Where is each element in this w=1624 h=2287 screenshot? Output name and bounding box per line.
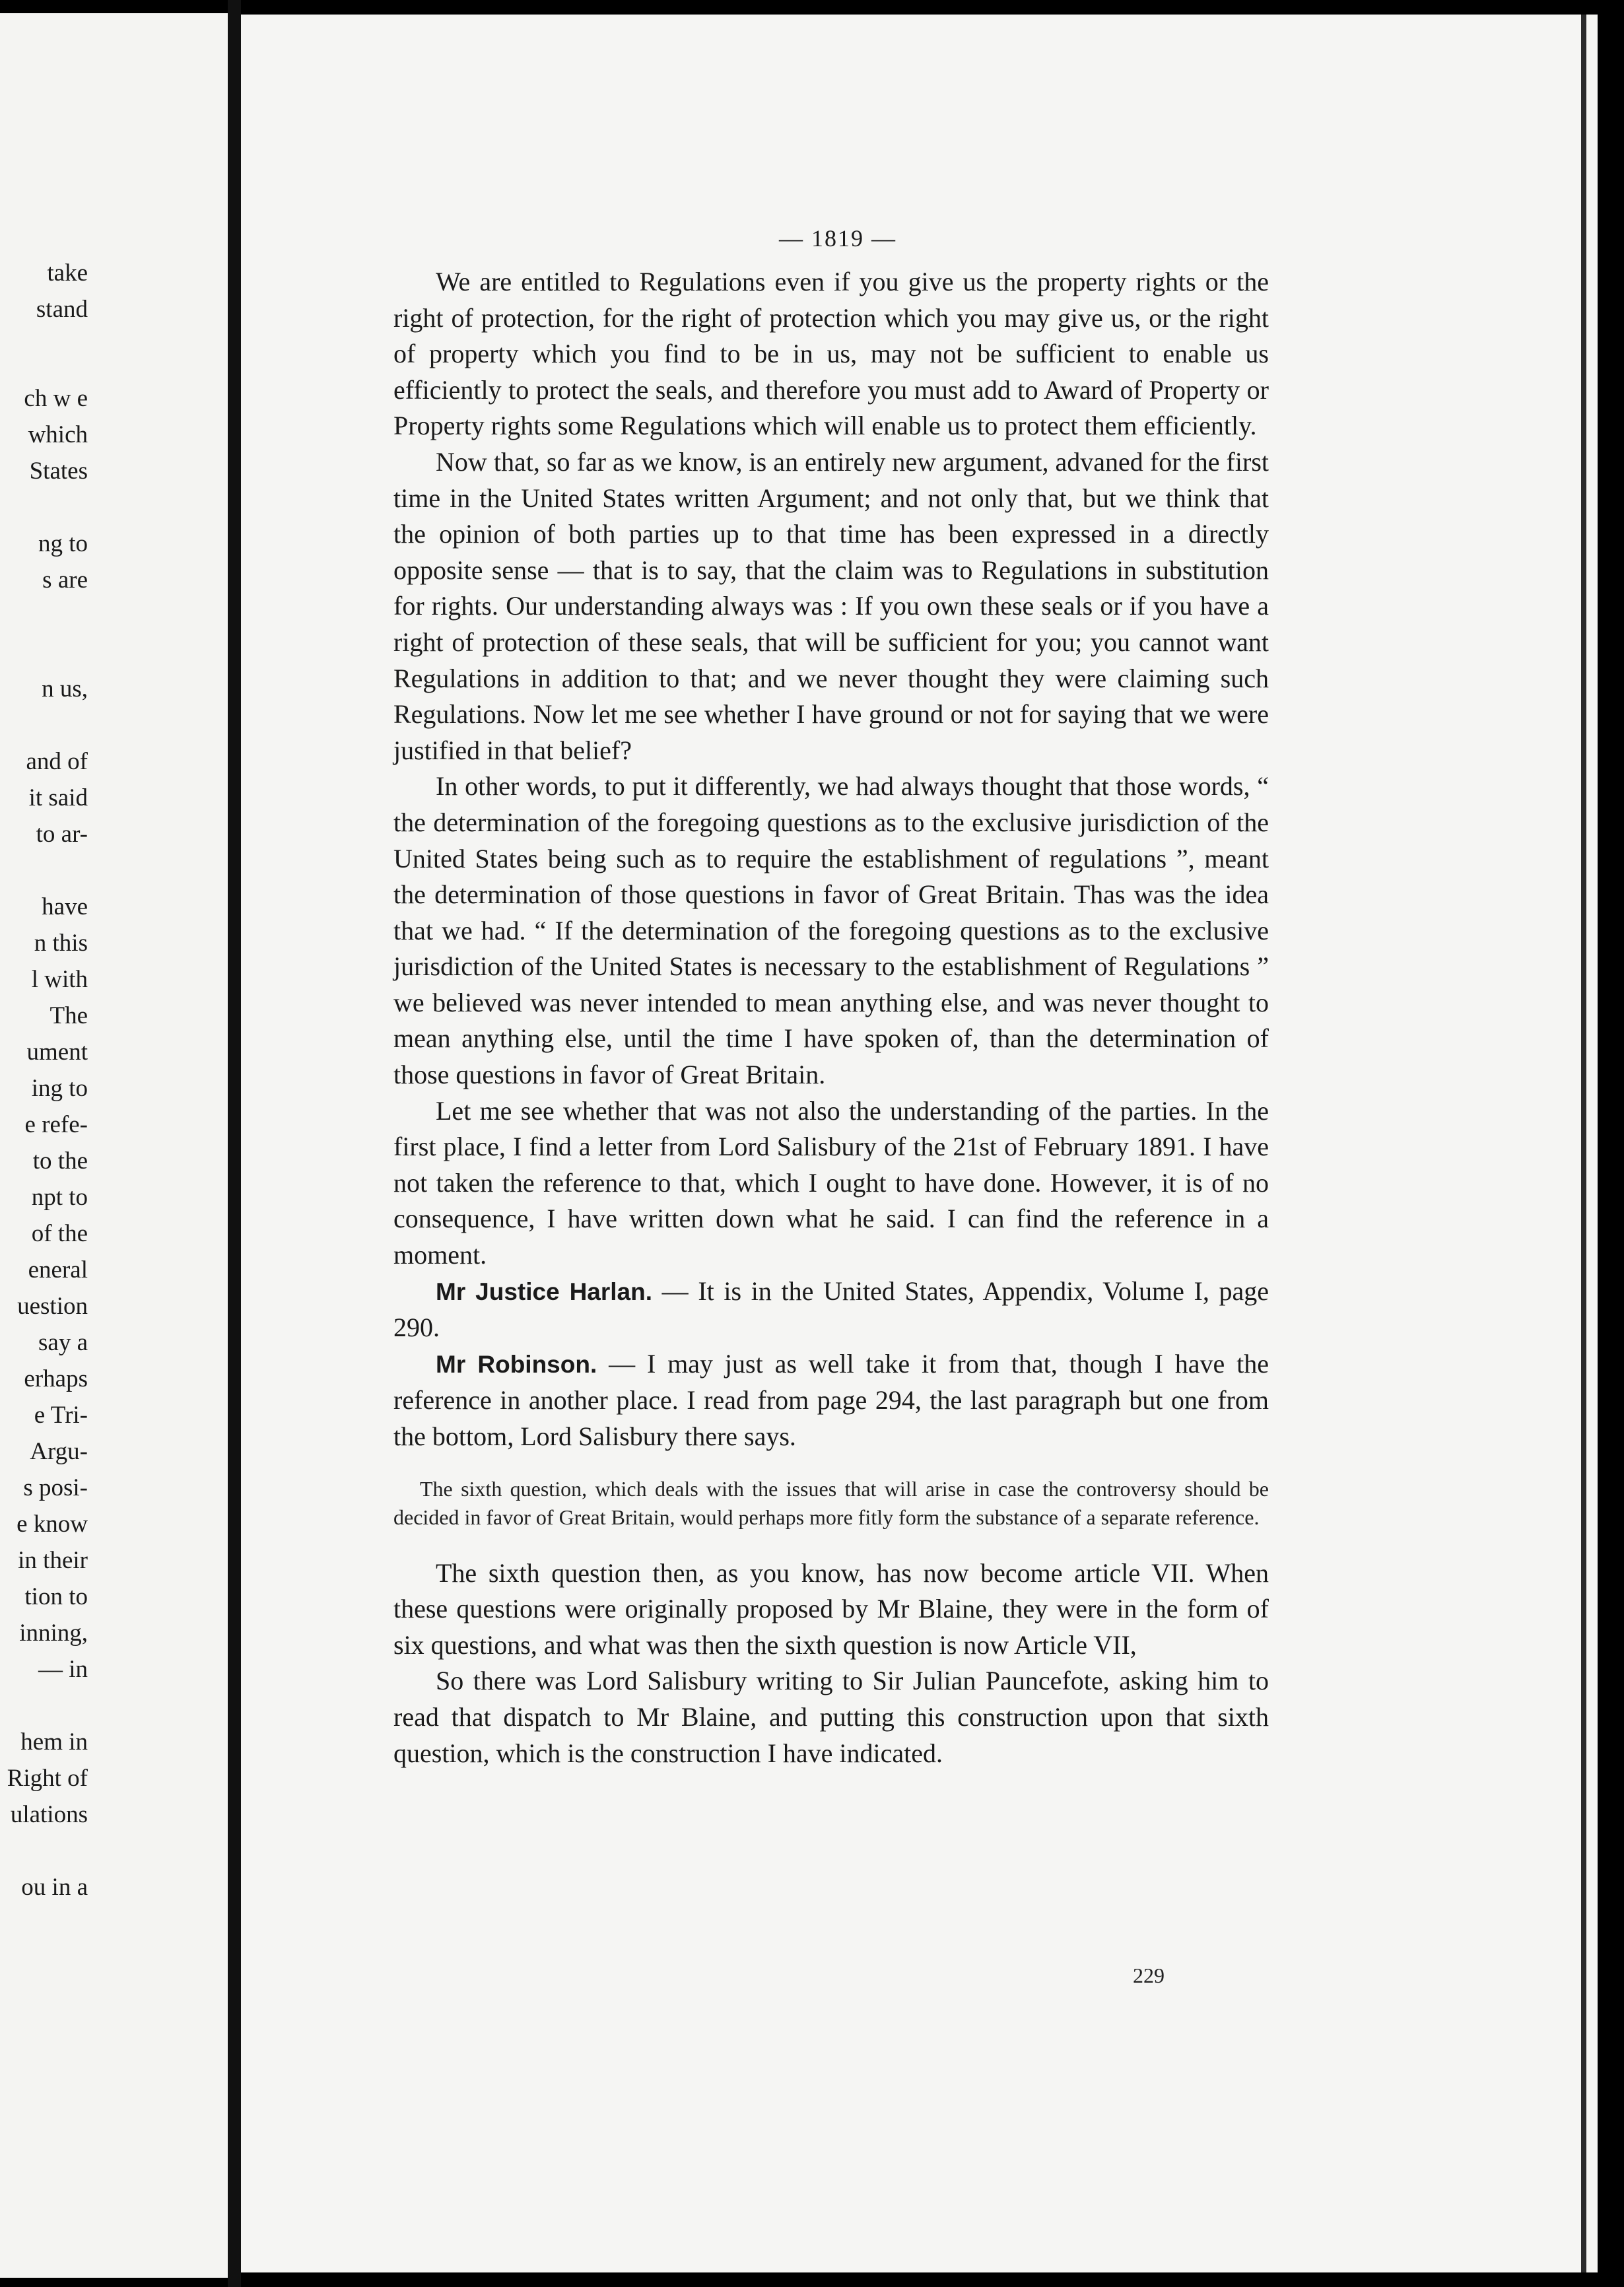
left-line: s posi- <box>23 1474 88 1501</box>
book-gutter <box>228 0 241 2287</box>
left-line: ch w e <box>24 385 88 412</box>
paragraph: Let me see whether that was not also the understanding of the parties. In the first place, I find a letter from Lord Salisbury of the 21st of February 1891. I have not taken the reference to that, which I ought to have done. However, it is of no consequence, I have written down what he said. I can find the reference in a moment. <box>393 1095 1269 1270</box>
left-line: hem in <box>20 1728 88 1756</box>
left-line: ument <box>26 1039 88 1066</box>
left-line: erhaps <box>24 1365 88 1392</box>
left-line: l with <box>31 966 88 993</box>
paragraph: In other words, to put it differently, we had always thought that those words, “ the determination of the foregoing questions as to the exclusive jurisdiction of the United States being such as to require the establishment of regulations ”, meant the determination of those questions in favor of Great Britain. Thas was the idea that we had. “ If the determination of the foregoing questions as to the exclusive jurisdiction of the United States is necessary to the establishment of Regulations ” we believed was never intended to mean anything else, and was never thought to mean anything else, until the time I have spoken of, than the determination of those questions in favor of Great Britain. <box>393 771 1269 1090</box>
left-line: and of <box>26 748 88 775</box>
left-line: of the <box>31 1220 88 1247</box>
left-line: which <box>28 421 88 448</box>
block-quote: The sixth question, which deals with the issues that will arise in case the controversy should be decided in favor of Great Britain, would perhaps more fitly form the substance of a separate reference. <box>393 1476 1269 1529</box>
left-line: take <box>47 259 88 287</box>
paragraph: The sixth question then, as you know, has now become article VII. When these questions were originally proposed by Mr Blaine, they were in the form of six questions, and what was then the sixth question is now Article VII, <box>393 1557 1269 1660</box>
left-line: it said <box>28 784 88 811</box>
left-line: in their <box>18 1547 88 1574</box>
speaker-name: Mr Robinson. <box>436 1350 597 1378</box>
left-line: have <box>42 893 88 920</box>
left-line: s are <box>42 566 88 594</box>
left-line: to ar- <box>36 821 88 848</box>
scan-border <box>1598 0 1624 2287</box>
page-number: 229 <box>1133 1963 1165 1987</box>
left-line: tion to <box>24 1583 88 1610</box>
left-line: Argu- <box>30 1438 88 1465</box>
left-line: to the <box>32 1147 88 1175</box>
left-line: Right of <box>7 1765 88 1792</box>
page-edge <box>1581 15 1586 2272</box>
speaker-name: Mr Justice Harlan. <box>436 1278 653 1305</box>
left-line: uestion <box>17 1293 88 1320</box>
left-line: ing to <box>31 1075 88 1102</box>
left-line: e Tri- <box>34 1402 88 1429</box>
left-line: ng to <box>38 530 88 557</box>
left-line: — in <box>38 1656 88 1683</box>
remark-text: — It is in the United States, Appendix, Volume I, page 290. <box>393 1276 1269 1343</box>
paragraph: Now that, so far as we know, is an entirely new argument, advaned for the first time in the United States written Argument; and not only that, but we think that the opinion of both parties up to that time has been expressed in a directly opposite sense — that is to say, that the claim was to Regulations in substitution for rights. Our understanding always was : If you own these seals or if you have a right of protection of these seals, that will be sufficient for you; you cannot want Regulations in addition to that; and we never thought they were claiming such Regulations. Now let me see whether I have ground or not for saying that we were justified in that belief? <box>393 446 1269 765</box>
left-line: n us, <box>42 675 88 702</box>
left-line: eneral <box>28 1256 88 1283</box>
left-line: ou in a <box>21 1874 88 1901</box>
robinson-remark <box>393 1346 1269 1455</box>
left-line: stand <box>36 296 88 323</box>
left-line: say a <box>38 1329 88 1356</box>
paragraph: We are entitled to Regulations even if you give us the property rights or the right of protection, for the right of protection which you may give us, or the right of property which you find to be in us, may not be sufficient to enable us efficiently to protect the seals, and therefore you must add to Award of Property or Property rights some Regulations which will enable us to protect them efficiently. <box>393 267 1269 441</box>
paragraph: So there was Lord Salisbury writing to Sir Julian Pauncefote, asking him to read that dispatch to Mr Blaine, and putting this construction upon that sixth question, which is the construction I have indicated. <box>393 1666 1269 1768</box>
left-line: e know <box>17 1511 88 1538</box>
harlan-remark <box>393 1274 1269 1346</box>
left-line: inning, <box>19 1620 88 1647</box>
page-body <box>393 264 1269 1771</box>
previous-page-fragment <box>0 13 228 2278</box>
left-line: n this <box>34 930 88 957</box>
page-header: — 1819 — <box>779 225 897 252</box>
left-line: npt to <box>31 1184 88 1211</box>
left-line: States <box>29 458 88 485</box>
remark-text: — I may just as well take it from that, though I have the reference in another place. I read from page 294, the last paragraph but one from the bottom, Lord Salisbury there says. <box>393 1348 1269 1451</box>
left-line: ulations <box>10 1801 88 1828</box>
left-line: e refe- <box>24 1111 88 1138</box>
left-line: The <box>50 1002 88 1029</box>
